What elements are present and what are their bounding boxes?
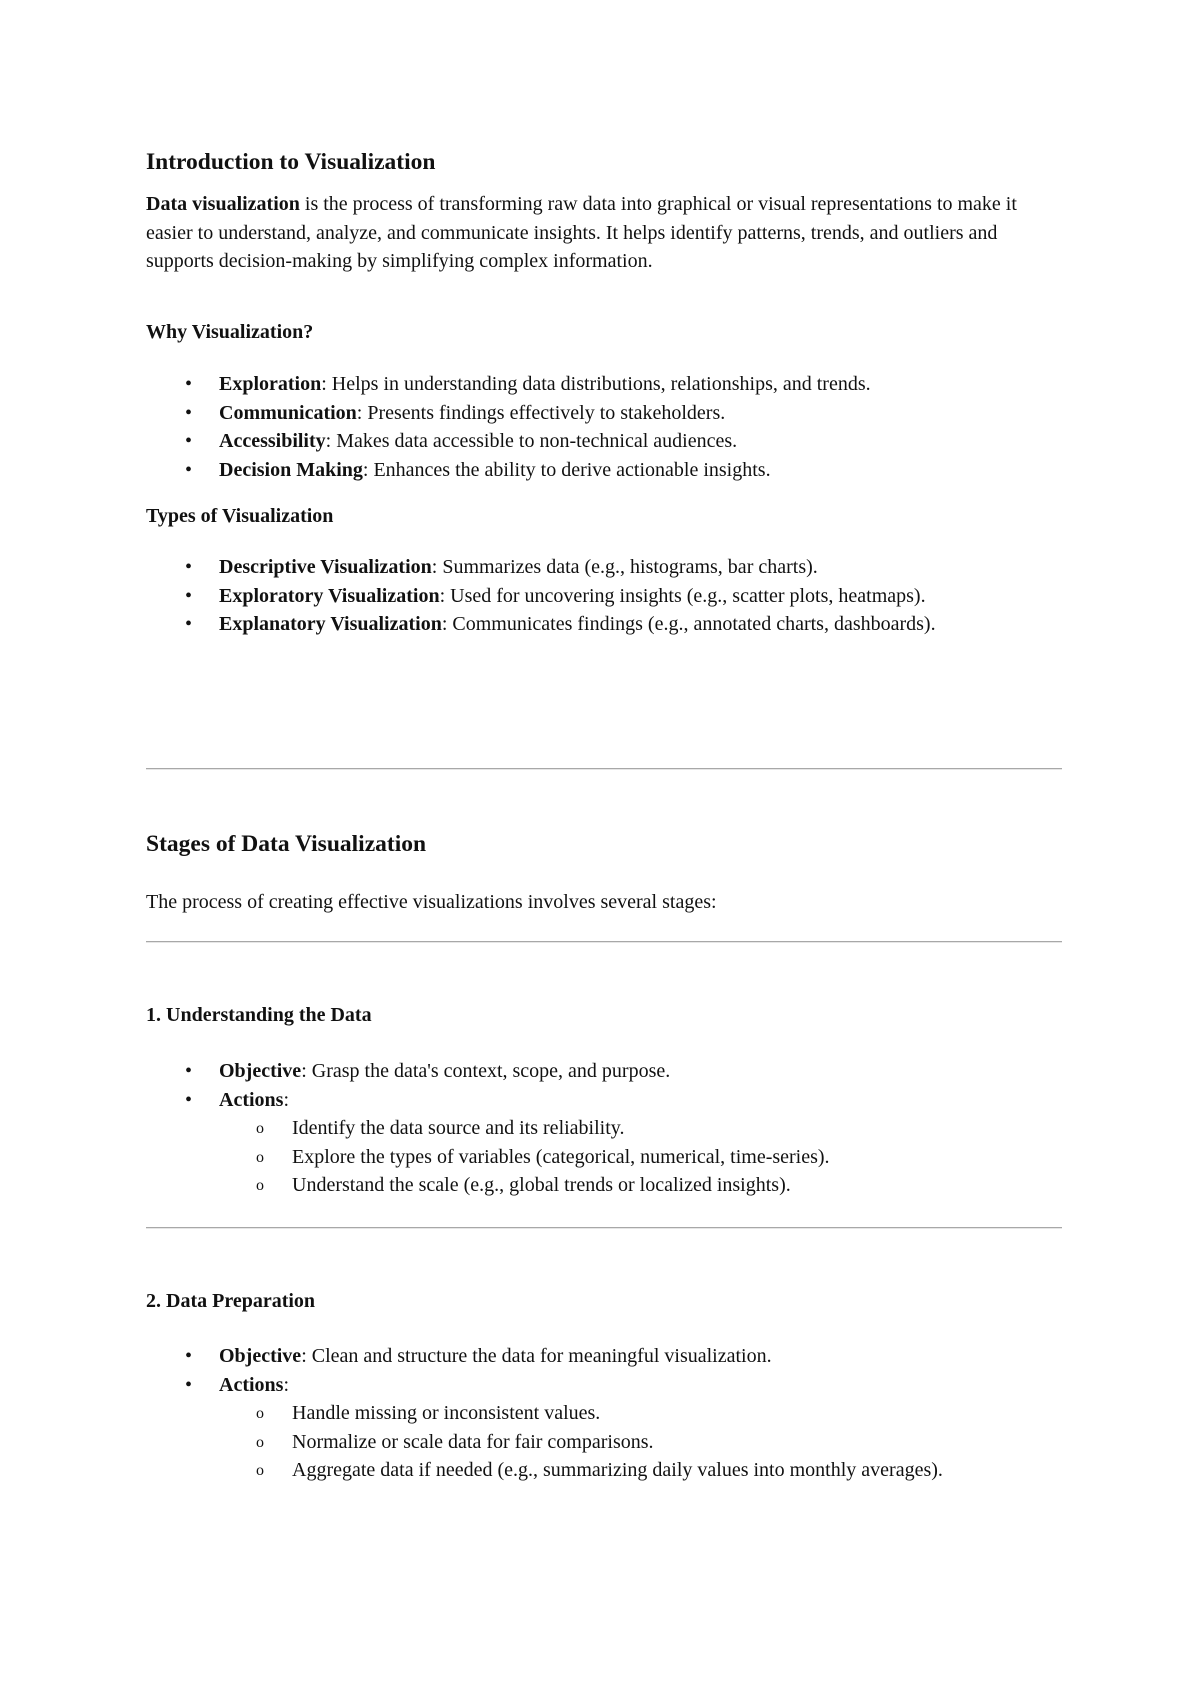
list-item-text: : Makes data accessible to non-technical audiences. — [325, 430, 738, 452]
list-item — [146, 553, 1062, 582]
types-list — [146, 553, 1062, 639]
list-item-text: : Grasp the data's context, scope, and purpose. — [301, 1060, 671, 1082]
circle-bullet-icon: o — [256, 1462, 264, 1479]
list-item — [146, 456, 1062, 485]
list-item-term: Explanatory Visualization — [219, 613, 442, 635]
list-item-text: : — [283, 1373, 290, 1396]
list-item-text: : Presents findings effectively to stakeholders. — [356, 401, 726, 424]
circle-bullet-icon: o — [256, 1433, 264, 1451]
stage2-list — [146, 1342, 1062, 1485]
list-item — [146, 1371, 1062, 1485]
horizontal-rule — [146, 768, 1062, 770]
list-item — [146, 1342, 1062, 1371]
why-list — [146, 370, 1062, 484]
list-item-text: : Summarizes data (e.g., histograms, bar charts). — [431, 556, 818, 578]
sublist-item — [146, 1114, 1062, 1143]
list-item-term: Exploratory Visualization — [219, 584, 440, 607]
list-item — [146, 399, 1062, 428]
list-item-term: Communication — [219, 401, 357, 424]
list-item-text: : Enhances the ability to derive actionable insights. — [362, 458, 771, 481]
circle-bullet-icon: o — [256, 1148, 264, 1166]
heading-why-visualization: Why Visualization? — [146, 321, 314, 343]
list-item-text: : Communicates findings (e.g., annotated charts, dashboards). — [441, 613, 936, 635]
bullet-icon: • — [185, 458, 193, 481]
heading-data-preparation: 2. Data Preparation — [146, 1290, 316, 1312]
list-item-text: : Clean and structure the data for meaningful visualization. — [301, 1345, 772, 1367]
list-item-term: Accessibility — [219, 430, 326, 452]
sublist-item-text: Understand the scale (e.g., global trends or localized insights). — [292, 1174, 791, 1196]
list-item — [146, 610, 1062, 639]
bullet-icon: • — [185, 613, 193, 635]
intro-paragraph — [146, 190, 1062, 276]
sublist-item-text: Identify the data source and its reliability. — [292, 1117, 625, 1139]
bullet-icon: • — [185, 584, 193, 607]
bullet-icon: • — [185, 556, 193, 578]
list-item-term: Objective — [219, 1345, 302, 1367]
heading-introduction: Introduction to Visualization — [146, 149, 436, 175]
heading-stages-of-data-visualization: Stages of Data Visualization — [146, 831, 427, 857]
list-item — [146, 427, 1062, 456]
list-item-term: Exploration — [219, 373, 322, 395]
sublist-item-text: Aggregate data if needed (e.g., summarizing daily values into monthly averages). — [292, 1459, 943, 1481]
list-item — [146, 370, 1062, 399]
sublist-item — [146, 1143, 1062, 1172]
circle-bullet-icon: o — [256, 1177, 264, 1194]
sublist-item — [146, 1399, 1062, 1428]
circle-bullet-icon: o — [256, 1120, 264, 1137]
bullet-icon: • — [185, 373, 193, 395]
bullet-icon: • — [185, 1088, 193, 1111]
sublist — [219, 1399, 1062, 1485]
sublist-item-text: Explore the types of variables (categorical, numerical, time-series). — [292, 1145, 830, 1168]
heading-types-of-visualization: Types of Visualization — [146, 505, 334, 527]
list-item — [146, 1057, 1062, 1086]
horizontal-rule — [146, 941, 1062, 943]
bullet-icon: • — [185, 1345, 193, 1367]
intro-lead-text: is the process of transforming raw data into graphical or visual representations to make it easier to understand, analyze, and communicate insights. It helps identify patterns, trends, and outliers and supports decision-making by simplifying complex information. — [146, 193, 1017, 272]
list-item-text: : Helps in understanding data distributions, relationships, and trends. — [321, 373, 871, 395]
sublist-item — [146, 1456, 1062, 1485]
stage1-list — [146, 1057, 1062, 1200]
horizontal-rule — [146, 1227, 1062, 1229]
circle-bullet-icon: o — [256, 1405, 264, 1422]
list-item-text: : Used for uncovering insights (e.g., scatter plots, heatmaps). — [439, 584, 926, 607]
bullet-icon: • — [185, 401, 193, 424]
list-item-term: Objective — [219, 1060, 302, 1082]
sublist-item — [146, 1171, 1062, 1200]
bullet-icon: • — [185, 430, 193, 452]
sublist — [219, 1114, 1062, 1200]
sublist-item-text: Handle missing or inconsistent values. — [292, 1402, 601, 1424]
stages-intro-paragraph: The process of creating effective visualizations involves several stages: — [146, 891, 717, 913]
list-item-term: Descriptive Visualization — [219, 556, 432, 578]
heading-understanding-the-data: 1. Understanding the Data — [146, 1004, 372, 1026]
list-item-text: : — [283, 1088, 290, 1111]
list-item-term: Decision Making — [219, 458, 363, 481]
sublist-item — [146, 1428, 1062, 1457]
sublist-item-text: Normalize or scale data for fair comparisons. — [292, 1430, 654, 1453]
bullet-icon: • — [185, 1373, 193, 1396]
list-item — [146, 1086, 1062, 1200]
intro-lead-term: Data visualization — [146, 193, 300, 215]
list-item — [146, 582, 1062, 611]
bullet-icon: • — [185, 1060, 193, 1082]
list-item-term: Actions — [219, 1088, 284, 1111]
list-item-term: Actions — [219, 1373, 284, 1396]
